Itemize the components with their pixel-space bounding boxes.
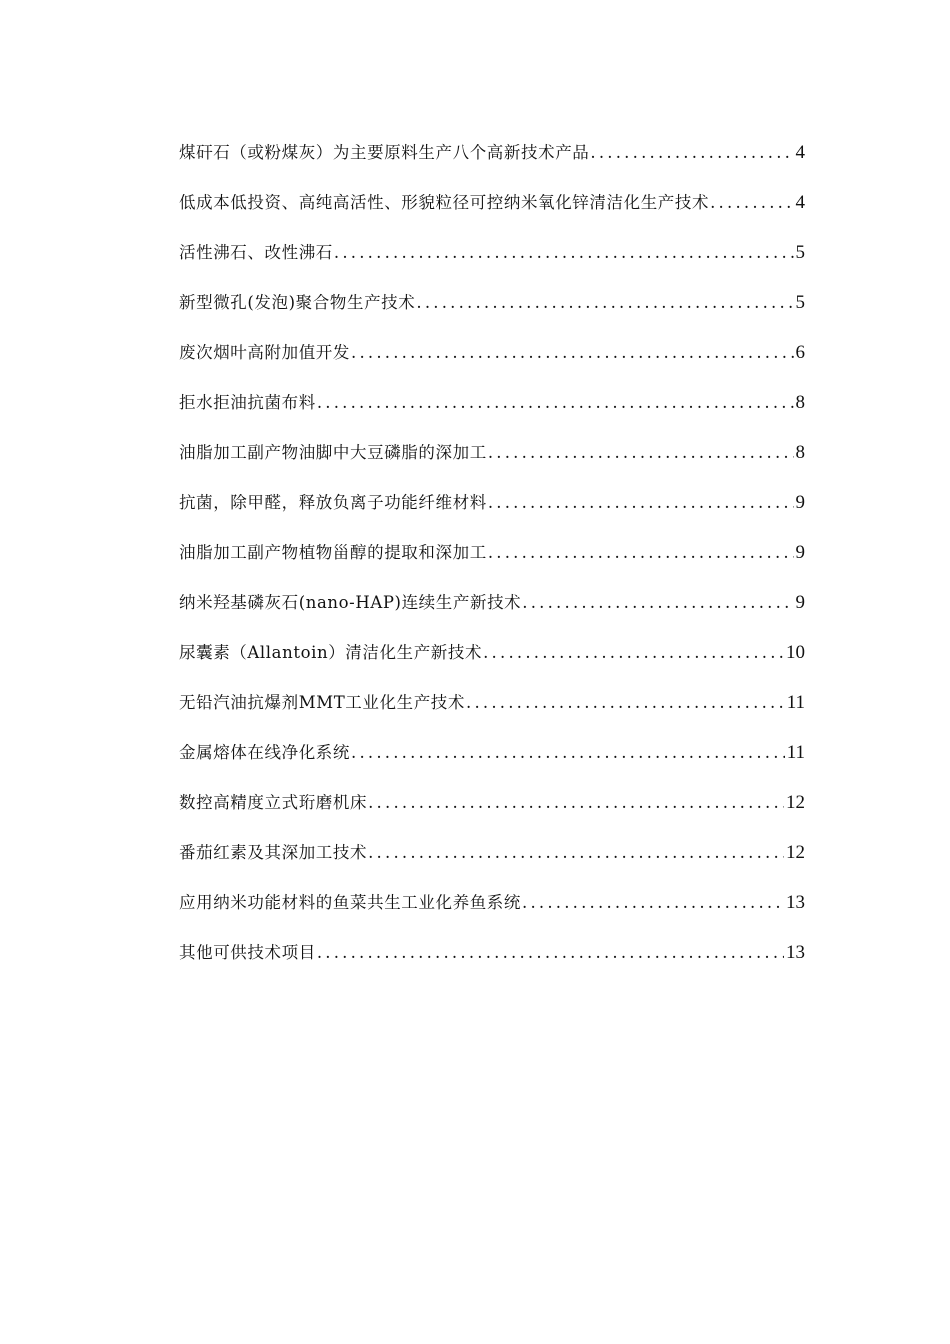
toc-page-number: 4 (795, 192, 805, 213)
toc-dot-leader (317, 938, 784, 968)
toc-entry[interactable] (179, 788, 805, 838)
toc-entry-title: 油脂加工副产物油脚中大豆磷脂的深加工 (179, 443, 487, 462)
toc-entry[interactable] (179, 338, 805, 388)
table-of-contents (179, 138, 805, 988)
toc-page-number: 11 (786, 692, 805, 713)
toc-page-number: 13 (786, 942, 805, 963)
toc-page-number: 11 (786, 742, 805, 763)
toc-dot-leader (710, 188, 793, 218)
toc-entry-title: 低成本低投资、高纯高活性、形貌粒径可控纳米氧化锌清洁化生产技术 (179, 193, 710, 212)
toc-entry[interactable] (179, 138, 805, 188)
toc-entry[interactable] (179, 438, 805, 488)
toc-page-number: 9 (795, 592, 805, 613)
toc-entry[interactable] (179, 288, 805, 338)
toc-entry[interactable] (179, 638, 805, 688)
toc-dot-leader (351, 338, 794, 368)
toc-page-number: 12 (786, 792, 805, 813)
toc-entry-title: 抗菌，除甲醛，释放负离子功能纤维材料 (179, 493, 487, 512)
toc-page-number: 8 (795, 392, 805, 413)
toc-dot-leader (351, 738, 785, 768)
toc-entry-title: 活性沸石、改性沸石 (179, 243, 333, 262)
toc-entry[interactable] (179, 488, 805, 538)
toc-entry-title: 纳米羟基磷灰石(nano-HAP)连续生产新技术 (179, 593, 522, 612)
toc-page-number: 9 (795, 492, 805, 513)
toc-entry[interactable] (179, 238, 805, 288)
toc-dot-leader (317, 388, 794, 418)
toc-dot-leader (522, 888, 784, 918)
toc-entry-title: 金属熔体在线净化系统 (179, 743, 350, 762)
toc-entry[interactable] (179, 188, 805, 238)
toc-dot-leader (368, 788, 784, 818)
toc-entry-title: 其他可供技术项目 (179, 943, 316, 962)
toc-dot-leader (416, 288, 793, 318)
toc-page-number: 12 (786, 842, 805, 863)
toc-dot-leader (483, 638, 784, 668)
toc-entry-title: 番茄红素及其深加工技术 (179, 843, 368, 862)
toc-page-number: 4 (795, 142, 805, 163)
toc-entry[interactable] (179, 938, 805, 988)
toc-entry[interactable] (179, 838, 805, 888)
toc-entry-title: 应用纳米功能材料的鱼菜共生工业化养鱼系统 (179, 893, 521, 912)
toc-entry-title: 煤矸石（或粉煤灰）为主要原料生产八个高新技术产品 (179, 143, 590, 162)
toc-entry[interactable] (179, 538, 805, 588)
toc-dot-leader (368, 838, 784, 868)
toc-page-number: 9 (795, 542, 805, 563)
toc-entry-title: 拒水拒油抗菌布料 (179, 393, 316, 412)
toc-page-number: 5 (795, 242, 805, 263)
toc-dot-leader (590, 138, 793, 168)
toc-page-number: 5 (795, 292, 805, 313)
toc-entry-title: 尿囊素（Allantoin）清洁化生产新技术 (179, 643, 483, 662)
toc-dot-leader (334, 238, 794, 268)
toc-page-number: 6 (795, 342, 805, 363)
toc-entry-title: 无铅汽油抗爆剂MMT工业化生产技术 (179, 693, 465, 712)
toc-entry[interactable] (179, 738, 805, 788)
toc-dot-leader (488, 538, 794, 568)
toc-dot-leader (522, 588, 793, 618)
toc-page-number: 10 (786, 642, 805, 663)
toc-entry-title: 废次烟叶高附加值开发 (179, 343, 350, 362)
toc-page-number: 13 (786, 892, 805, 913)
toc-dot-leader (466, 688, 785, 718)
toc-entry[interactable] (179, 688, 805, 738)
toc-entry[interactable] (179, 888, 805, 938)
toc-entry-title: 新型微孔(发泡)聚合物生产技术 (179, 293, 416, 312)
toc-entry-title: 油脂加工副产物植物甾醇的提取和深加工 (179, 543, 487, 562)
toc-dot-leader (488, 488, 794, 518)
toc-entry[interactable] (179, 588, 805, 638)
toc-dot-leader (488, 438, 794, 468)
toc-page-number: 8 (795, 442, 805, 463)
toc-entry-title: 数控高精度立式珩磨机床 (179, 793, 368, 812)
toc-entry[interactable] (179, 388, 805, 438)
